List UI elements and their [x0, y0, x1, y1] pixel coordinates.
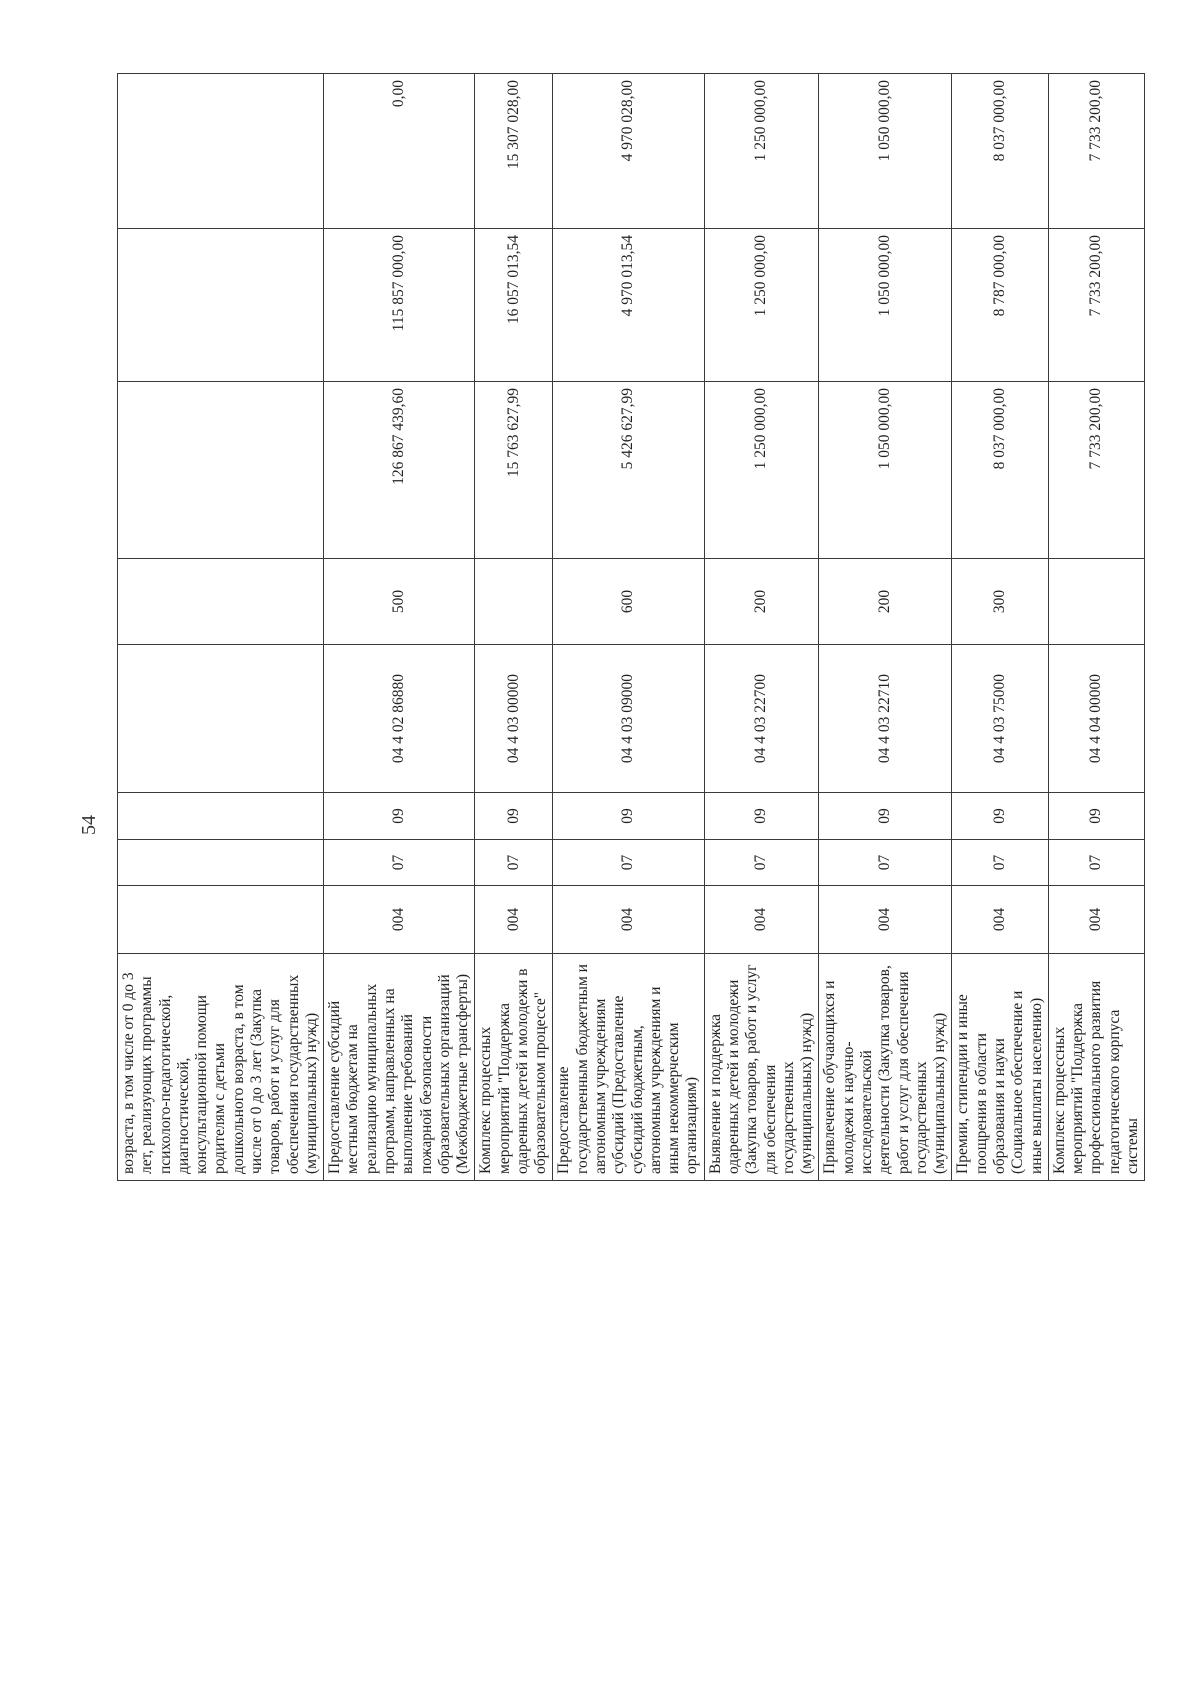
expense-type-code: [1048, 559, 1144, 645]
ministry-code: 004: [1048, 886, 1144, 954]
row-description: Предоставление субсидий местным бюджетам на реализацию муниципальных программ, направленных на выполнение требований пожарной безопасности образовательных организаций (Межбюджетные трансферты): [324, 954, 475, 1181]
amount-year-1: 126 867 439,60: [324, 382, 475, 559]
target-article-code: 04 4 03 22710: [819, 645, 952, 793]
amount-year-2: 8 787 000,00: [952, 229, 1048, 382]
amount-year-2: 16 057 013,54: [475, 229, 553, 382]
table-row: [952, 74, 1048, 1181]
amount-year-3: 1 250 000,00: [704, 74, 819, 229]
expense-type-code: 200: [704, 559, 819, 645]
table-row: [118, 74, 324, 1181]
section-code: 07: [952, 840, 1048, 886]
expense-type-code: [118, 559, 324, 645]
subsection-code: 09: [704, 793, 819, 840]
subsection-code: 09: [475, 793, 553, 840]
amount-year-3: 4 970 028,00: [553, 74, 704, 229]
amount-year-1: 5 426 627,99: [553, 382, 704, 559]
page-number: 54: [78, 815, 100, 835]
amount-year-1: [118, 382, 324, 559]
ministry-code: 004: [324, 886, 475, 954]
subsection-code: 09: [553, 793, 704, 840]
budget-table: [117, 73, 1145, 1181]
table-row: [704, 74, 819, 1181]
amount-year-3: [118, 74, 324, 229]
table-row: [475, 74, 553, 1181]
amount-year-2: 7 733 200,00: [1048, 229, 1144, 382]
section-code: 07: [819, 840, 952, 886]
amount-year-3: 8 037 000,00: [952, 74, 1048, 229]
row-description: Выявление и поддержка одаренных детей и молодежи (Закупка товаров, работ и услуг для обеспечения государственных (муниципальных) нужд): [704, 954, 819, 1181]
row-description: Премии, стипендии и иные поощрения в области образования и науки (Социальное обеспечение и иные выплаты населению): [952, 954, 1048, 1181]
ministry-code: 004: [553, 886, 704, 954]
section-code: 07: [1048, 840, 1144, 886]
rotated-table-sheet: [117, 74, 1141, 1181]
target-article-code: 04 4 04 00000: [1048, 645, 1144, 793]
ministry-code: 004: [704, 886, 819, 954]
expense-type-code: 300: [952, 559, 1048, 645]
target-article-code: 04 4 03 09000: [553, 645, 704, 793]
row-description: Комплекс процессных мероприятий "Поддержка профессионального развития педагогического корпуса системы: [1048, 954, 1144, 1181]
section-code: 07: [704, 840, 819, 886]
amount-year-2: 115 857 000,00: [324, 229, 475, 382]
target-article-code: 04 4 02 86880: [324, 645, 475, 793]
amount-year-3: 0,00: [324, 74, 475, 229]
amount-year-1: 1 050 000,00: [819, 382, 952, 559]
expense-type-code: [475, 559, 553, 645]
amount-year-1: 1 250 000,00: [704, 382, 819, 559]
amount-year-2: 1 050 000,00: [819, 229, 952, 382]
section-code: 07: [553, 840, 704, 886]
amount-year-2: 1 250 000,00: [704, 229, 819, 382]
table-row: [324, 74, 475, 1181]
amount-year-2: 4 970 013,54: [553, 229, 704, 382]
row-description: Привлечение обучающихся и молодежи к научно-исследовательской деятельности (Закупка товаров, работ и услуг для обеспечения государственных (муниципальных) нужд): [819, 954, 952, 1181]
target-article-code: 04 4 03 75000: [952, 645, 1048, 793]
table-row: [1048, 74, 1144, 1181]
amount-year-1: 15 763 627,99: [475, 382, 553, 559]
amount-year-2: [118, 229, 324, 382]
subsection-code: 09: [819, 793, 952, 840]
ministry-code: 004: [952, 886, 1048, 954]
subsection-code: 09: [324, 793, 475, 840]
expense-type-code: 200: [819, 559, 952, 645]
table-body: [118, 74, 1145, 1181]
table-row: [819, 74, 952, 1181]
subsection-code: [118, 793, 324, 840]
amount-year-1: 7 733 200,00: [1048, 382, 1144, 559]
row-description: Комплекс процессных мероприятий "Поддержка одаренных детей и молодежи в образовательном процессе": [475, 954, 553, 1181]
section-code: 07: [475, 840, 553, 886]
ministry-code: [118, 886, 324, 954]
expense-type-code: 600: [553, 559, 704, 645]
ministry-code: 004: [475, 886, 553, 954]
ministry-code: 004: [819, 886, 952, 954]
section-code: [118, 840, 324, 886]
amount-year-3: 15 307 028,00: [475, 74, 553, 229]
section-code: 07: [324, 840, 475, 886]
row-description: возраста, в том числе от 0 до 3 лет, реализующих программы психолого-педагогической, диагностической, консультационной помощи родителям с детьми дошкольного возраста, в том числе от 0 до 3 лет (Закупка товаров, работ и услуг для обеспечения государственных (муниципальных) нужд): [118, 954, 324, 1181]
amount-year-3: 1 050 000,00: [819, 74, 952, 229]
amount-year-1: 8 037 000,00: [952, 382, 1048, 559]
subsection-code: 09: [952, 793, 1048, 840]
target-article-code: [118, 645, 324, 793]
row-description: Предоставление государственным бюджетным и автономным учреждениям субсидий (Предоставление субсидий бюджетным, автономным учреждениям и иным некоммерческим организациям): [553, 954, 704, 1181]
target-article-code: 04 4 03 00000: [475, 645, 553, 793]
amount-year-3: 7 733 200,00: [1048, 74, 1144, 229]
target-article-code: 04 4 03 22700: [704, 645, 819, 793]
table-row: [553, 74, 704, 1181]
expense-type-code: 500: [324, 559, 475, 645]
subsection-code: 09: [1048, 793, 1144, 840]
